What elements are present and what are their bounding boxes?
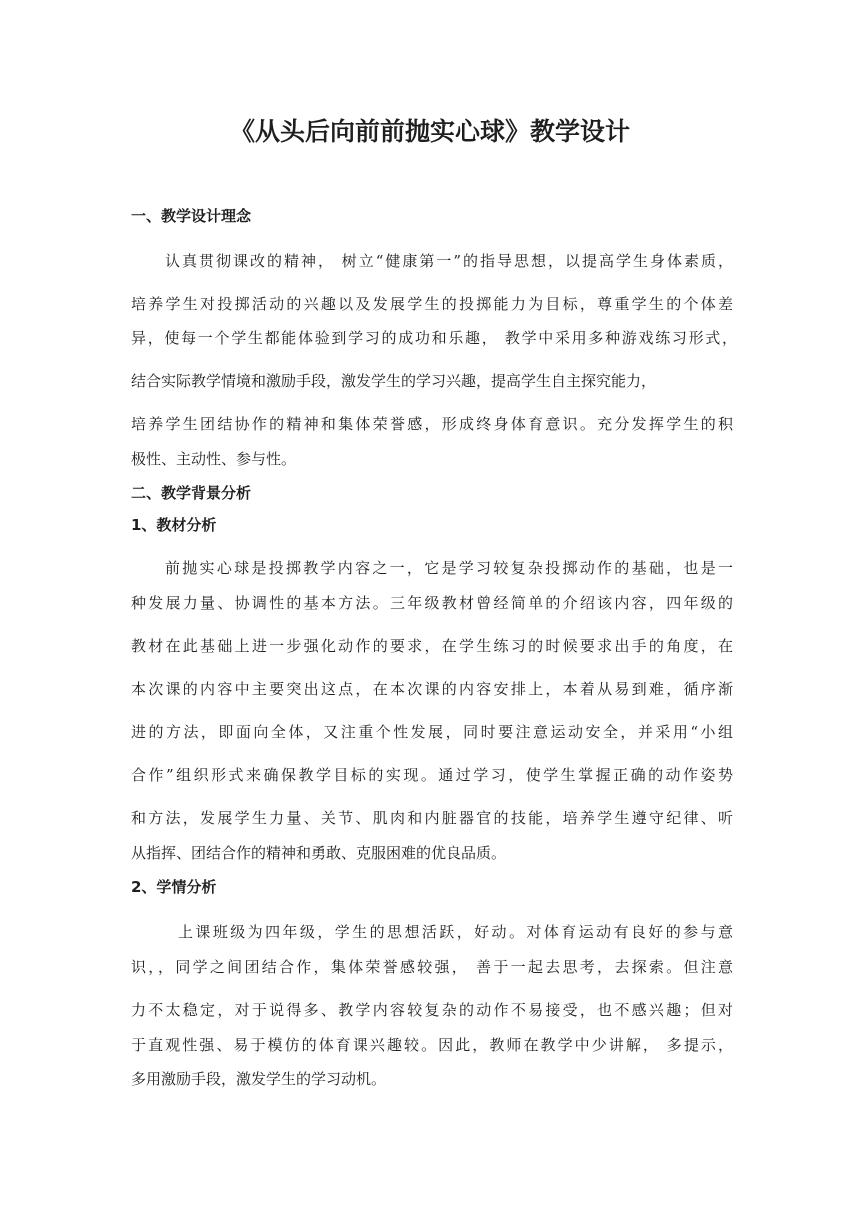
paragraph-line: 前抛实心球是投掷教学内容之一，它是学习较复杂投掷动作的基础，也是一	[165, 559, 733, 577]
paragraph-line: 从指挥、团结合作的精神和勇敢、克服困难的优良品质。	[131, 844, 507, 862]
paragraph-line: 本次课的内容中主要突出这点，在本次课的内容安排上，本着从易到难，循序渐	[131, 680, 733, 698]
document-title: 《从头后向前前抛实心球》教学设计	[229, 117, 630, 146]
paragraph-line: 培养学生团结协作的精神和集体荣誉感，形成终身体育意识。充分发挥学生的积	[131, 415, 733, 433]
paragraph-line: 力不太稳定，对于说得多、教学内容较复杂的动作不易接受，也不感兴趣；但对	[131, 1001, 733, 1019]
paragraph-line: 教材在此基础上进一步强化动作的要求，在学生练习的时候要求出手的角度，在	[131, 637, 733, 655]
subsection-heading-materials: 1、教材分析	[131, 516, 217, 534]
paragraph-line: 和方法，发展学生力量、关节、肌肉和内脏器官的技能，培养学生遵守纪律、听	[131, 809, 733, 827]
paragraph-line: 认真贯彻课改的精神， 树立“健康第一”的指导思想，以提高学生身体素质，	[165, 252, 733, 270]
paragraph-line: 种发展力量、协调性的基本方法。三年级教材曾经简单的介绍该内容，四年级的	[131, 594, 733, 612]
paragraph-line: 识，，同学之间团结合作，集体荣誉感较强， 善于一起去思考，去探索。但注意	[131, 958, 733, 976]
paragraph-line: 结合实际教学情境和激励手段，激发学生的学习兴趣，提高学生自主探究能力，	[131, 372, 657, 390]
paragraph-line: 培养学生对投掷活动的兴趣以及发展学生的投掷能力为目标，尊重学生的个体差	[131, 295, 733, 313]
paragraph-line: 多用激励手段，激发学生的学习动机。	[131, 1070, 387, 1088]
paragraph-line: 异，使每一个学生都能体验到学习的成功和乐趣， 教学中采用多种游戏练习形式，	[131, 329, 737, 347]
paragraph-line: 上课班级为四年级，学生的思想活跃，好动。对体育运动有良好的参与意	[178, 923, 733, 941]
paragraph-line: 极性、主动性、参与性。	[131, 450, 297, 468]
subsection-heading-students: 2、学情分析	[131, 878, 217, 896]
paragraph-line: 合作”组织形式来确保教学目标的实现。通过学习，使学生掌握正确的动作姿势	[131, 766, 733, 784]
section-heading-background: 二、教学背景分析	[131, 484, 252, 502]
section-heading-philosophy: 一、教学设计理念	[131, 207, 252, 225]
paragraph-line: 进的方法，即面向全体，又注重个性发展，同时要注意运动安全，并采用“小组	[131, 723, 733, 741]
paragraph-line: 于直观性强、易于模仿的体育课兴趣较。因此，教师在教学中少讲解， 多提示，	[131, 1036, 733, 1054]
